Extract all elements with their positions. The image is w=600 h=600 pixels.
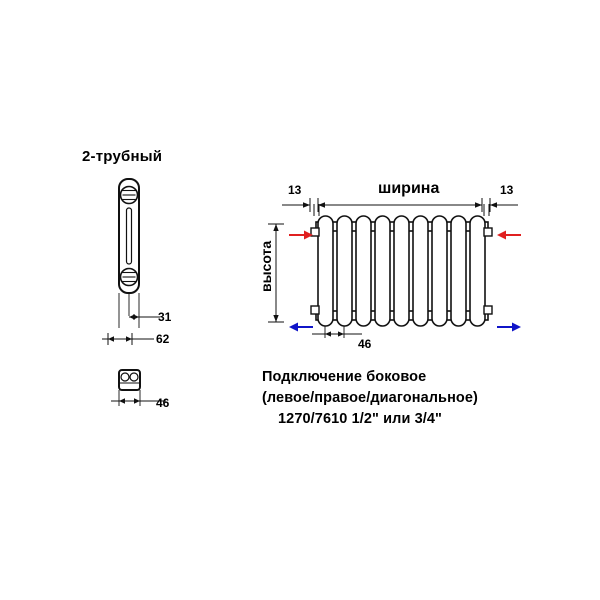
radiator-side-elevation (108, 176, 158, 296)
width-label: ширина (378, 180, 440, 197)
edge-13-right-label: 13 (500, 183, 514, 197)
height-dimension-line (266, 218, 286, 328)
dimension-31-label: 31 (158, 310, 172, 324)
dimension-62-label: 62 (156, 332, 170, 346)
section-pitch-46-label: 46 (358, 337, 372, 351)
supply-arrow-left (288, 228, 314, 242)
left-view-title: 2-трубный (82, 148, 163, 165)
height-label: высота (258, 240, 274, 292)
radiator-plan-view (108, 368, 178, 420)
caption-line-1: Подключение боковое (262, 369, 427, 385)
caption-line-3: 1270/7610 1/2" или 3/4" (278, 411, 443, 427)
caption-line-2: (левое/правое/диагональное) (262, 390, 478, 406)
dimension-46-left-label: 46 (156, 396, 170, 410)
return-arrow-right (496, 320, 522, 334)
edge-13-left-label: 13 (288, 183, 302, 197)
radiator-front-elevation (300, 206, 510, 346)
return-arrow-left (288, 320, 314, 334)
supply-arrow-right (496, 228, 522, 242)
